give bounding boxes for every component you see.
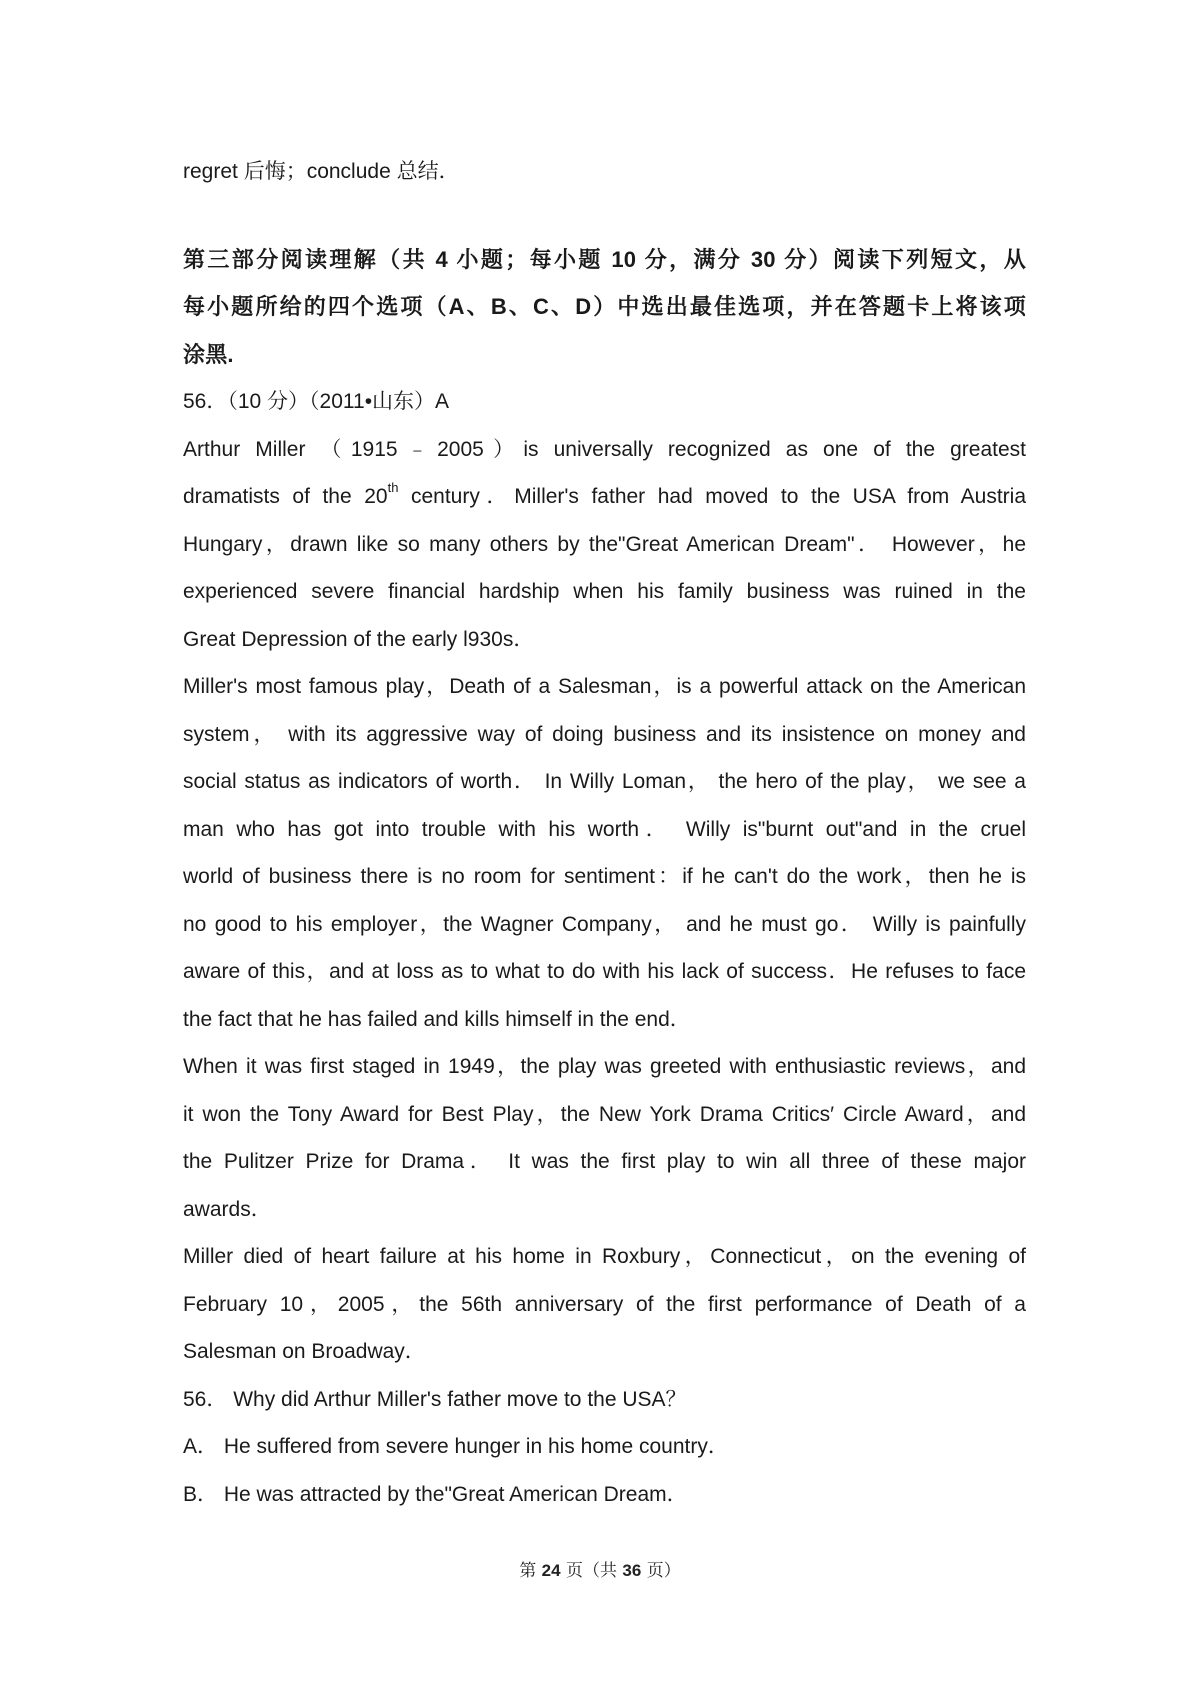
superscript-ordinal: th bbox=[387, 480, 399, 495]
section-heading bbox=[183, 236, 1026, 379]
passage-line: it won the Tony Award for Best Play，the New York Drama Critics′ Circle Award，and bbox=[183, 1102, 1026, 1126]
passage-line: Miller died of heart failure at his home in Roxbury，Connecticut，on the evening of bbox=[183, 1245, 1026, 1268]
option-b: B． He was attracted by the"Great American Dream． bbox=[183, 1482, 688, 1506]
passage-line-with-superscript bbox=[183, 473, 1026, 521]
passage-paragraph-4 bbox=[183, 1233, 1026, 1376]
passage-line: no good to his employer，the Wagner Company， and he must go． Willy is painfully bbox=[183, 912, 1026, 936]
vocab-note-line: regret 后悔；conclude 总结． bbox=[183, 160, 460, 183]
passage-line: world of business there is no room for sentiment：if he can't do the work，then he is bbox=[183, 865, 1026, 888]
passage-line: Great Depression of the early l930s． bbox=[183, 627, 535, 651]
footer-middle: 页（共 bbox=[560, 1561, 623, 1581]
page-footer bbox=[0, 1556, 1200, 1581]
passage-line: February 10，2005，the 56th anniversary of the first performance of Death of a bbox=[183, 1292, 1026, 1316]
passage-line: Arthur Miller （1915﹣2005）is universally recognized as one of the greatest bbox=[183, 437, 1026, 461]
passage-line: the Pulitzer Prize for Drama． It was the first play to win all three of these major bbox=[183, 1150, 1026, 1173]
question-header: 56．（10 分）（2011•山东）A bbox=[183, 390, 450, 413]
passage-line: experienced severe financial hardship when his family business was ruined in the bbox=[183, 580, 1026, 603]
passage-line: man who has got into trouble with his worth． Willy is"burnt out"and in the cruel bbox=[183, 817, 1026, 841]
footer-prefix: 第 bbox=[519, 1561, 542, 1581]
section-heading-line-1: 第三部分阅读理解（共 4 小题；每小题 10 分，满分 30 分）阅读下列短文，从 bbox=[183, 246, 1026, 272]
passage-line: Miller's most famous play，Death of a Salesman，is a powerful attack on the American bbox=[183, 675, 1026, 698]
passage-line: aware of this，and at loss as to what to do with his lack of success．He refuses to face bbox=[183, 960, 1026, 983]
section-heading-line-3: 涂黑. bbox=[183, 341, 234, 367]
footer-suffix: 页） bbox=[641, 1561, 681, 1581]
passage-text: century．Miller's father had moved to the USA from Austria bbox=[398, 485, 1026, 508]
footer-current-page: 24 bbox=[541, 1561, 561, 1580]
footer-total-pages: 36 bbox=[622, 1561, 642, 1580]
passage-line: awards． bbox=[183, 1197, 272, 1221]
passage-line: Hungary，drawn like so many others by the"Great American Dream"． However，he bbox=[183, 532, 1026, 556]
question-block bbox=[183, 1376, 1026, 1519]
passage-paragraph-2 bbox=[183, 663, 1026, 1043]
passage-text: dramatists of the 20 bbox=[183, 485, 388, 508]
spacer bbox=[183, 196, 1026, 236]
passage-line: system， with its aggressive way of doing business and its insistence on money and bbox=[183, 722, 1026, 746]
question-stem: 56． Why did Arthur Miller's father move to the USA？ bbox=[183, 1387, 687, 1411]
passage-paragraph-3 bbox=[183, 1043, 1026, 1233]
section-heading-line-2: 每小题所给的四个选项（A、B、C、D）中选出最佳选项，并在答题卡上将该项 bbox=[183, 294, 1026, 319]
passage-line: When it was first staged in 1949，the play was greeted with enthusiastic reviews，and bbox=[183, 1055, 1026, 1078]
passage-line: the fact that he has failed and kills himself in the end． bbox=[183, 1007, 691, 1031]
passage-paragraph-1 bbox=[183, 426, 1026, 664]
option-a: A． He suffered from severe hunger in his home country． bbox=[183, 1435, 729, 1458]
page-content bbox=[183, 148, 1026, 1518]
passage-line: social status as indicators of worth． In Willy Loman， the hero of the play， we see a bbox=[183, 770, 1026, 793]
passage-line: Salesman on Broadway． bbox=[183, 1340, 426, 1363]
